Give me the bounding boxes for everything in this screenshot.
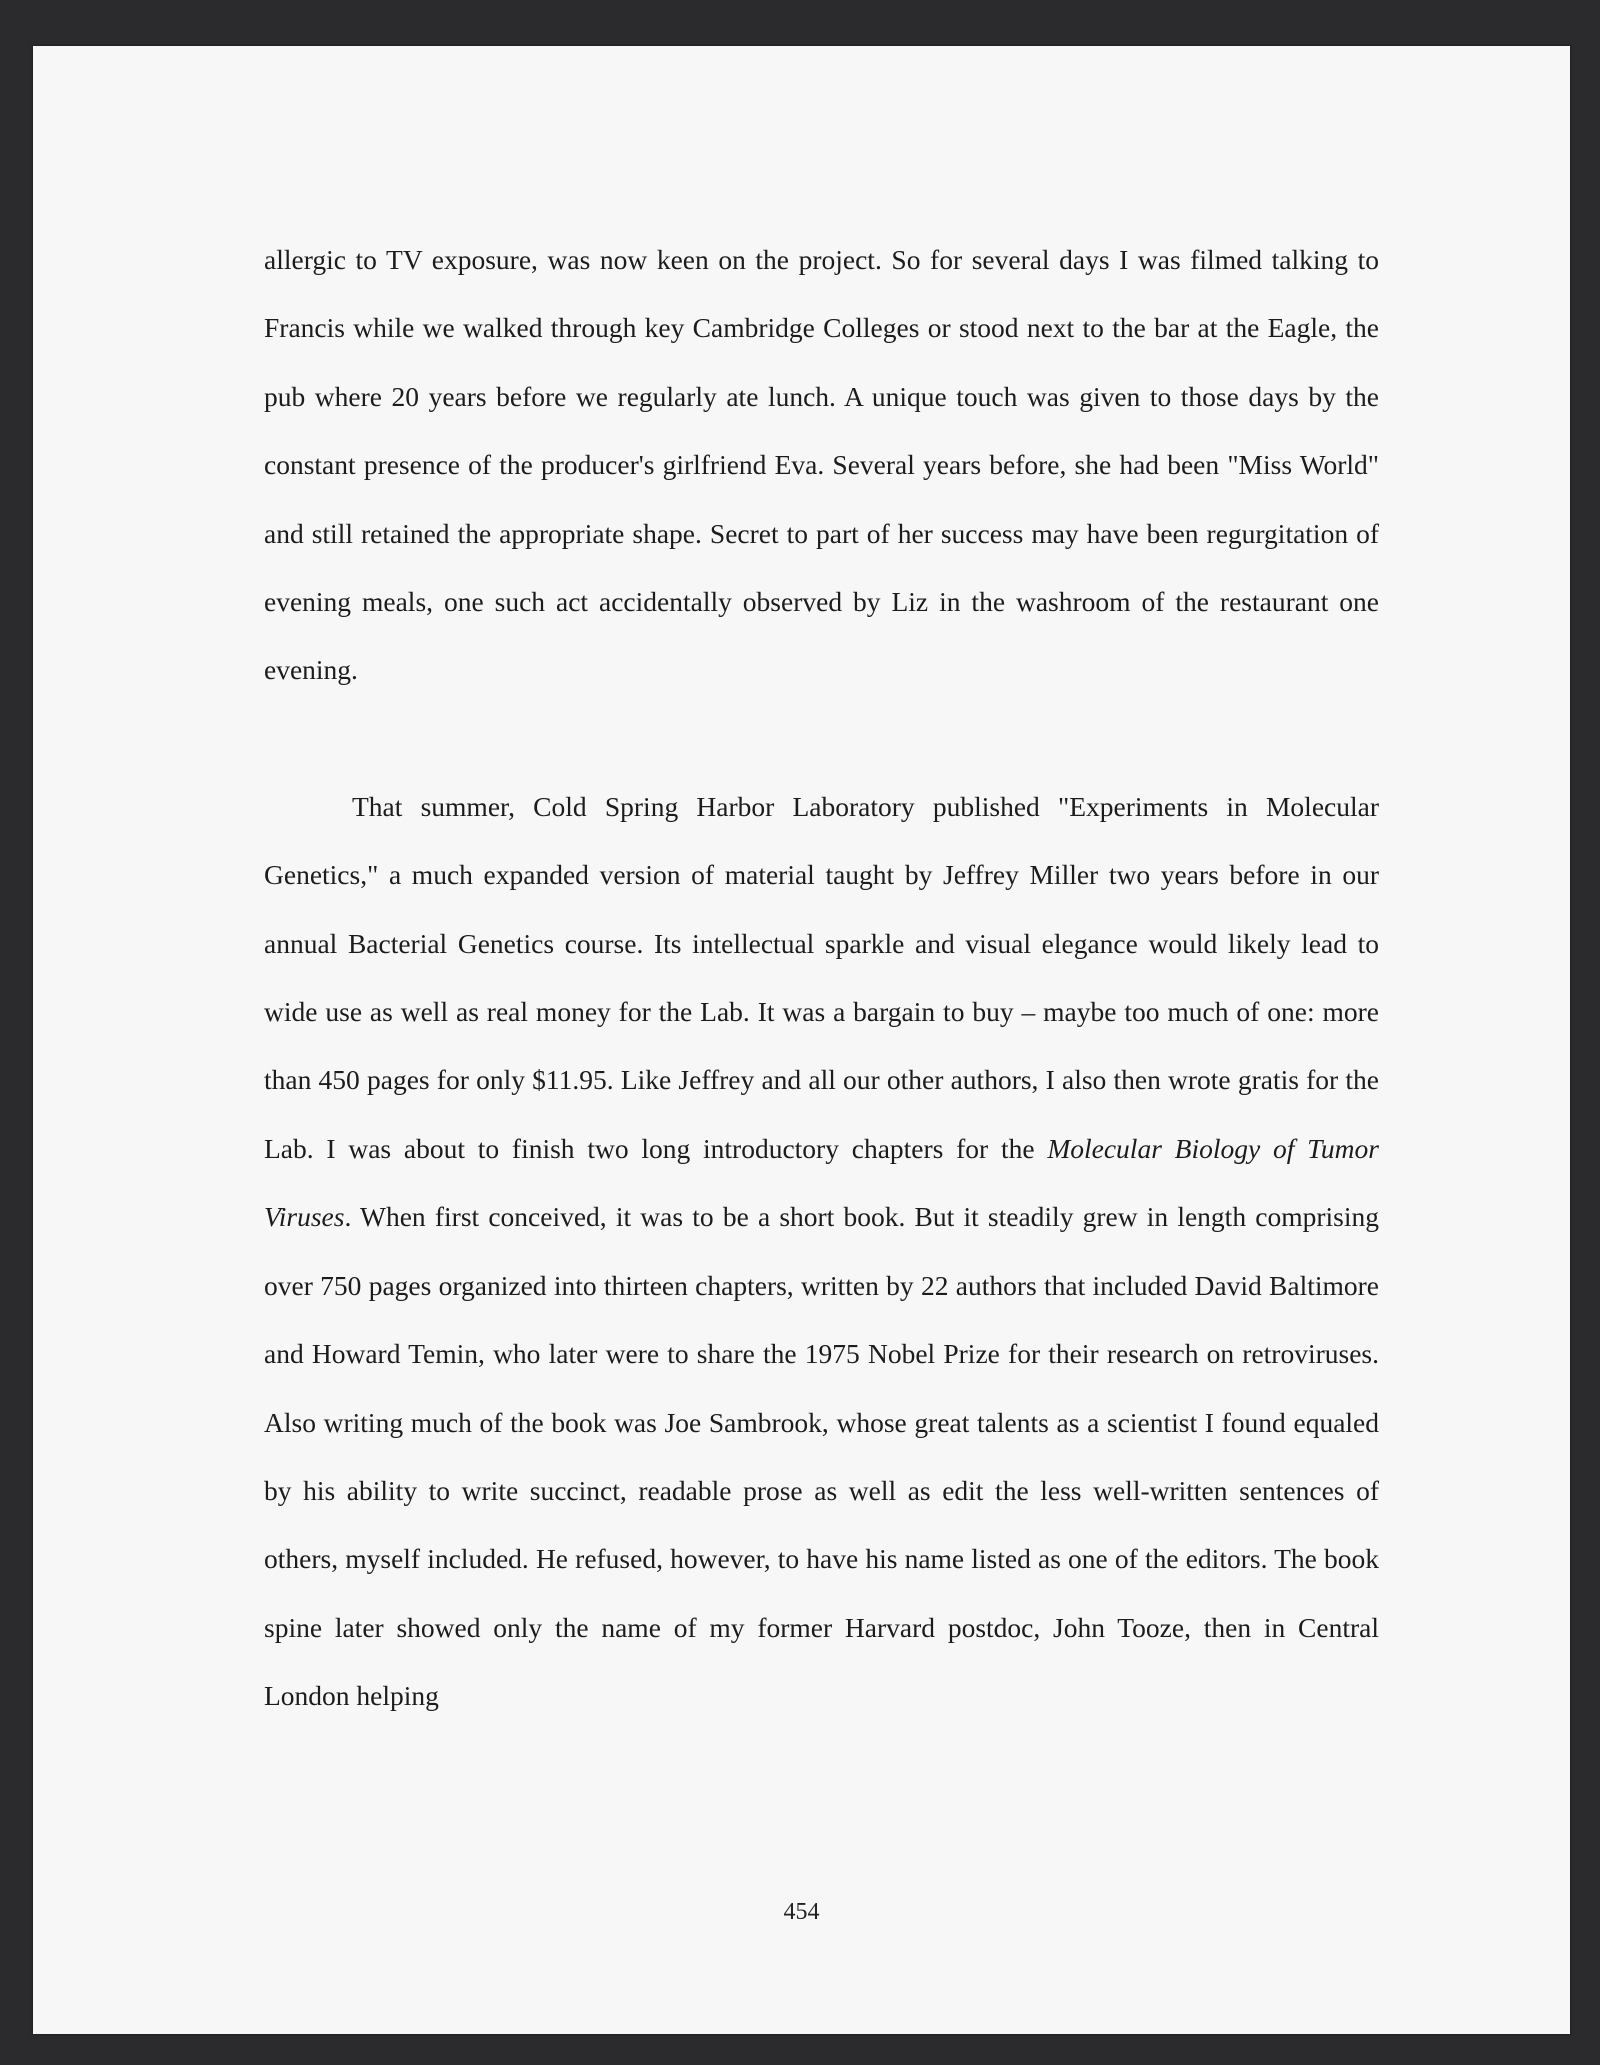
paragraph-2-text-end: . When first conceived, it was to be a short book. But it steadily grew in length comprising over 750 pages organized into thirteen chapters, written by 22 authors that included David Baltimore and Howard Temin, who later were to share the 1975 Nobel Prize for their research on retroviruses. Also writing much of the book was Joe Sambrook, whose great talents as a scientist I found equaled by his ability to write succinct, readable prose as well as edit the less well-written sentences of others, myself included. He refused, however, to have his name listed as one of the editors. The book spine later showed only the name of my former Harvard postdoc, John Tooze, then in Central London helping	[264, 1201, 1379, 1712]
body-text	[264, 226, 1379, 1731]
document-page	[33, 46, 1570, 2034]
paragraph-2	[264, 773, 1379, 1731]
paragraph-1: allergic to TV exposure, was now keen on the project. So for several days I was filmed talking to Francis while we walked through key Cambridge Colleges or stood next to the bar at the Eagle, the pub where 20 years before we regularly ate lunch. A unique touch was given to those days by the constant presence of the producer's girlfriend Eva. Several years before, she had been "Miss World" and still retained the appropriate shape. Secret to part of her success may have been regurgitation of evening meals, one such act accidentally observed by Liz in the washroom of the restaurant one evening.	[264, 244, 1379, 686]
book-title: Molecular Biology of Tumor Viruses	[264, 1132, 1379, 1233]
paragraph-2-text-start: That summer, Cold Spring Harbor Laboratory published "Experiments in Molecular Genetics," a much expanded version of material taught by Jeffrey Miller two years before in our annual Bacterial Genetics course. Its intellectual sparkle and visual elegance would likely lead to wide use as well as real money for the Lab. It was a bargain to buy – maybe too much of one: more than 450 pages for only $11.95. Like Jeffrey and all our other authors, I also then wrote gratis for the Lab. I was about to finish two long introductory chapters for the	[264, 790, 1379, 1164]
page-number: 454	[783, 1899, 820, 1925]
